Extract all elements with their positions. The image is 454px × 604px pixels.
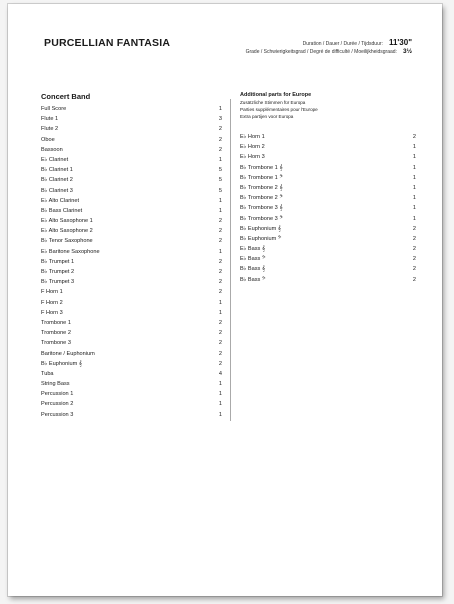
part-row (41, 236, 222, 246)
part-name: B♭ Tenor Saxophone (41, 238, 93, 245)
part-name: Trombone 1 (41, 319, 71, 326)
part-count: 2 (218, 330, 222, 337)
part-row (41, 399, 222, 409)
europe-column (240, 92, 416, 285)
grade-label: Grade / Schwierigkeitsgrad / Degré de difficulté / Moeilijkheidsgraad: (245, 49, 397, 55)
part-name: E♭ Alto Saxophone 1 (41, 218, 93, 225)
part-row (240, 152, 416, 162)
part-name: E♭ Clarinet (41, 156, 69, 163)
part-count: 1 (218, 156, 222, 163)
part-name: Flute 2 (41, 126, 59, 133)
piece-title: PURCELLIAN FANTASIA (44, 37, 171, 49)
part-name: Baritone / Euphonium (41, 350, 95, 357)
part-row (41, 410, 222, 420)
part-row (240, 203, 416, 213)
part-name: B♭ Trombone 1 𝄢 (240, 174, 283, 181)
duration-label: Duration / Dauer / Durée / Tijdsduur: (302, 41, 383, 47)
part-name: B♭ Bass 𝄢 (240, 276, 266, 283)
part-row (41, 186, 222, 196)
part-row (41, 175, 222, 185)
part-name: B♭ Clarinet 3 (41, 187, 73, 194)
part-count: 2 (412, 246, 416, 253)
part-count: 2 (218, 126, 222, 133)
part-name: E♭ Horn 3 (240, 154, 265, 161)
part-name: E♭ Alto Clarinet (41, 197, 80, 204)
part-count: 2 (218, 136, 222, 143)
duration-value: 11'30" (388, 38, 412, 47)
part-row (240, 132, 416, 142)
part-count: 2 (218, 258, 222, 265)
part-count: 5 (218, 167, 222, 174)
concert-band-parts-list (41, 104, 222, 420)
part-count: 2 (218, 238, 222, 245)
part-row (240, 214, 416, 224)
part-count: 1 (218, 309, 222, 316)
part-name: B♭ Trumpet 3 (41, 279, 75, 286)
part-count: 2 (412, 276, 416, 283)
part-name: E♭ Horn 1 (240, 134, 265, 140)
part-name: Bassoon (41, 146, 63, 153)
part-name: Percussion 1 (41, 391, 74, 398)
part-count: 2 (218, 269, 222, 275)
part-name: B♭ Bass 𝄞 (240, 266, 266, 273)
part-row (41, 328, 222, 338)
part-name: F Horn 3 (41, 309, 63, 316)
part-row (41, 165, 222, 175)
concert-band-heading: Concert Band (41, 92, 91, 101)
part-row (240, 142, 416, 152)
part-count: 2 (218, 279, 222, 286)
europe-heading-fr: Parties supplémentaires pour l'Europe (240, 107, 318, 112)
part-row (41, 389, 222, 399)
part-row (41, 359, 222, 369)
part-row (41, 349, 222, 359)
part-row (240, 224, 416, 234)
part-name: B♭ Euphonium 𝄞 (41, 360, 83, 367)
part-name: B♭ Trumpet 2 (41, 269, 75, 275)
part-row (41, 104, 222, 114)
duration-row (303, 38, 412, 47)
part-count: 5 (218, 187, 222, 194)
part-row (41, 257, 222, 267)
part-name: Trombone 3 (41, 340, 71, 347)
part-count: 1 (412, 164, 416, 171)
part-row (41, 145, 222, 155)
part-name: B♭ Clarinet 2 (41, 177, 73, 184)
part-row (41, 308, 222, 318)
part-row (41, 247, 222, 257)
part-count: 2 (412, 134, 416, 140)
part-name: E♭ Horn 2 (240, 144, 265, 151)
part-count: 1 (218, 197, 222, 204)
part-row (41, 267, 222, 277)
score-page (8, 4, 442, 596)
part-name: B♭ Euphonium 𝄞 (240, 225, 282, 232)
part-count: 3 (218, 116, 222, 123)
europe-heading: Additional parts for Europe (240, 92, 312, 98)
part-count: 2 (218, 340, 222, 347)
part-name: E♭ Bass 𝄞 (240, 246, 266, 253)
part-row (240, 254, 416, 264)
part-row (41, 114, 222, 124)
part-name: B♭ Trombone 2 𝄞 (240, 184, 283, 191)
part-count: 2 (218, 146, 222, 153)
part-name: B♭ Trombone 3 𝄞 (240, 205, 283, 212)
part-row (41, 379, 222, 389)
part-name: E♭ Baritone Saxophone (41, 248, 100, 255)
part-name: E♭ Bass 𝄢 (240, 256, 266, 263)
part-name: B♭ Clarinet 1 (41, 167, 73, 174)
part-count: 2 (412, 266, 416, 273)
part-name: String Bass (41, 381, 70, 388)
part-name: Tuba (41, 370, 54, 377)
part-row (41, 216, 222, 226)
part-row (240, 183, 416, 193)
part-name: Flute 1 (41, 116, 59, 123)
part-count: 1 (412, 144, 416, 151)
part-row (41, 369, 222, 379)
part-count: 1 (412, 215, 416, 222)
part-count: 1 (218, 248, 222, 255)
part-name: E♭ Alto Saxophone 2 (41, 228, 93, 235)
europe-parts-list (240, 132, 416, 285)
grade-value: 3½ (402, 48, 412, 55)
part-name: Oboe (41, 136, 55, 143)
part-row (41, 338, 222, 348)
part-count: 5 (218, 177, 222, 184)
part-row (41, 298, 222, 308)
column-divider (230, 99, 231, 421)
part-count: 2 (218, 228, 222, 235)
part-count: 1 (218, 391, 222, 398)
part-row (41, 135, 222, 145)
part-name: B♭ Trumpet 1 (41, 258, 75, 265)
part-row (240, 173, 416, 183)
part-count: 1 (412, 174, 416, 181)
part-count: 1 (412, 184, 416, 191)
part-name: B♭ Bass Clarinet (41, 207, 83, 214)
part-count: 2 (218, 360, 222, 367)
part-row (41, 318, 222, 328)
part-row (41, 155, 222, 165)
part-row (41, 124, 222, 134)
part-count: 1 (412, 195, 416, 202)
part-count: 4 (218, 370, 222, 377)
part-row (41, 287, 222, 297)
part-row (41, 226, 222, 236)
part-name: F Horn 2 (41, 299, 63, 306)
part-row (41, 196, 222, 206)
part-count: 2 (218, 218, 222, 225)
part-count: 1 (218, 207, 222, 214)
part-row (240, 275, 416, 285)
part-count: 2 (218, 350, 222, 357)
part-count: 1 (218, 106, 222, 112)
part-count: 2 (218, 319, 222, 326)
part-count: 1 (218, 299, 222, 306)
part-name: B♭ Trombone 3 𝄢 (240, 215, 283, 222)
part-row (41, 277, 222, 287)
part-name: Trombone 2 (41, 330, 71, 337)
part-name: Percussion 3 (41, 411, 74, 418)
part-count: 1 (218, 411, 222, 418)
part-row (240, 193, 416, 203)
part-count: 2 (412, 235, 416, 242)
concert-band-column (41, 92, 222, 420)
part-name: Full Score (41, 106, 67, 112)
part-count: 2 (412, 225, 416, 232)
part-count: 1 (412, 205, 416, 212)
part-name: Percussion 2 (41, 401, 74, 408)
part-count: 2 (412, 256, 416, 263)
part-row (41, 206, 222, 216)
part-name: B♭ Trombone 1 𝄞 (240, 164, 283, 171)
part-count: 2 (218, 289, 222, 296)
part-row (240, 244, 416, 254)
part-name: B♭ Trombone 2 𝄢 (240, 195, 283, 202)
europe-heading-de: Zusätzliche Stimmen für Europa (240, 100, 306, 105)
part-row (240, 264, 416, 274)
part-name: F Horn 1 (41, 289, 63, 296)
part-row (240, 234, 416, 244)
part-count: 1 (218, 381, 222, 388)
part-name: B♭ Euphonium 𝄢 (240, 235, 282, 242)
part-count: 1 (218, 401, 222, 408)
grade-row (246, 48, 412, 55)
part-count: 1 (412, 154, 416, 161)
europe-heading-nl: Extra partijen voor Europa (240, 114, 294, 119)
part-row (240, 163, 416, 173)
